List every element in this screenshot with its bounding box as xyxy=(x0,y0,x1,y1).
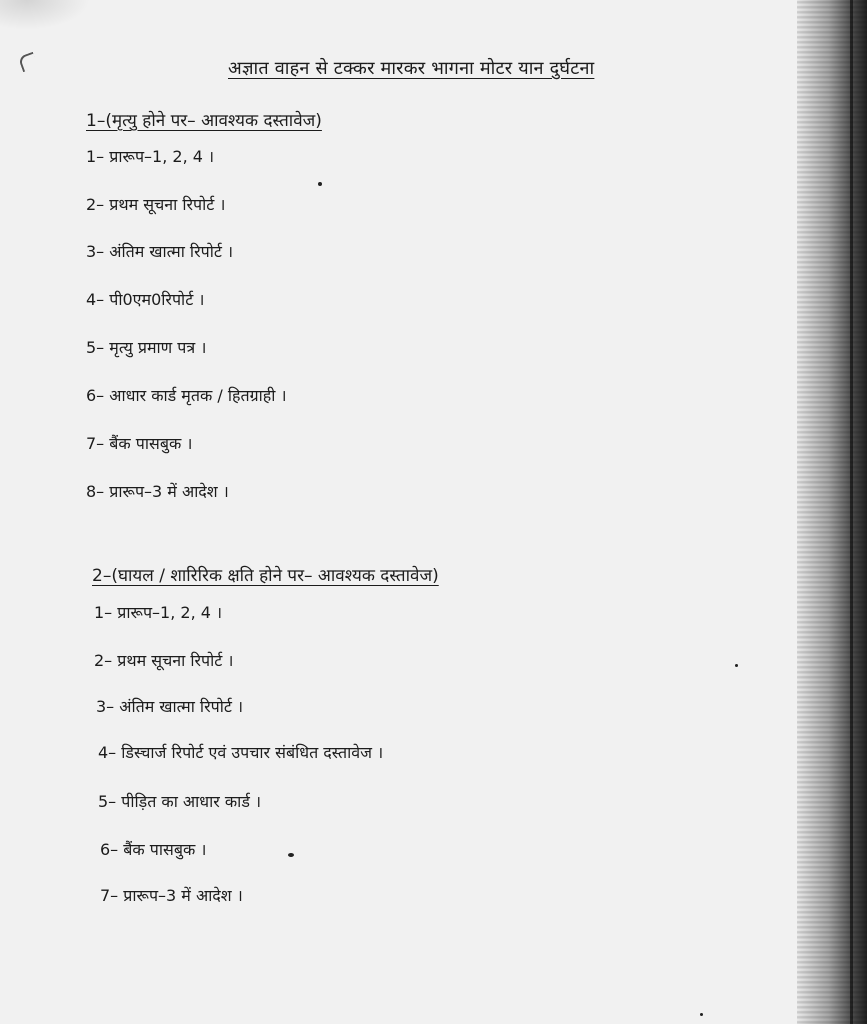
section-heading-injury: 2–(घायल / शारिरिक क्षति होने पर– आवश्यक दस्तावेज) xyxy=(92,566,439,586)
scan-speck xyxy=(700,1013,703,1016)
scanner-edge-streak xyxy=(850,0,853,1024)
document-title: अज्ञात वाहन से टक्कर मारकर भागना मोटर यान दुर्घटना xyxy=(228,58,595,79)
list-item: 7– बैंक पासबुक । xyxy=(86,434,193,453)
list-item: 1– प्रारूप–1, 2, 4 । xyxy=(86,147,215,166)
list-item: 3– अंतिम खात्मा रिपोर्ट । xyxy=(86,242,234,261)
list-item: 1– प्रारूप–1, 2, 4 । xyxy=(94,603,223,622)
list-item: 6– आधार कार्ड मृतक / हितग्राही । xyxy=(86,386,287,405)
scan-artifact-mark xyxy=(18,52,39,73)
list-item: 4– पी0एम0रिपोर्ट । xyxy=(86,290,205,309)
scan-speck xyxy=(288,853,294,857)
scan-speck xyxy=(318,182,322,186)
list-item: 5– पीड़ित का आधार कार्ड । xyxy=(98,792,262,811)
list-item: 2– प्रथम सूचना रिपोर्ट । xyxy=(86,195,226,214)
list-item: 4– डिस्चार्ज रिपोर्ट एवं उपचार संबंधित दस्तावेज । xyxy=(98,743,384,762)
scan-speck xyxy=(735,664,738,667)
scanner-edge-shadow xyxy=(797,0,867,1024)
list-item: 7– प्रारूप–3 में आदेश । xyxy=(100,886,243,905)
list-item: 3– अंतिम खात्मा रिपोर्ट । xyxy=(96,697,244,716)
list-item: 6– बैंक पासबुक । xyxy=(100,840,207,859)
list-item: 8– प्रारूप–3 में आदेश । xyxy=(86,482,229,501)
scan-smudge xyxy=(0,0,90,30)
list-item: 5– मृत्यु प्रमाण पत्र । xyxy=(86,338,207,357)
list-item: 2– प्रथम सूचना रिपोर्ट । xyxy=(94,651,234,670)
section-heading-death: 1–(मृत्यु होने पर– आवश्यक दस्तावेज) xyxy=(86,111,322,131)
